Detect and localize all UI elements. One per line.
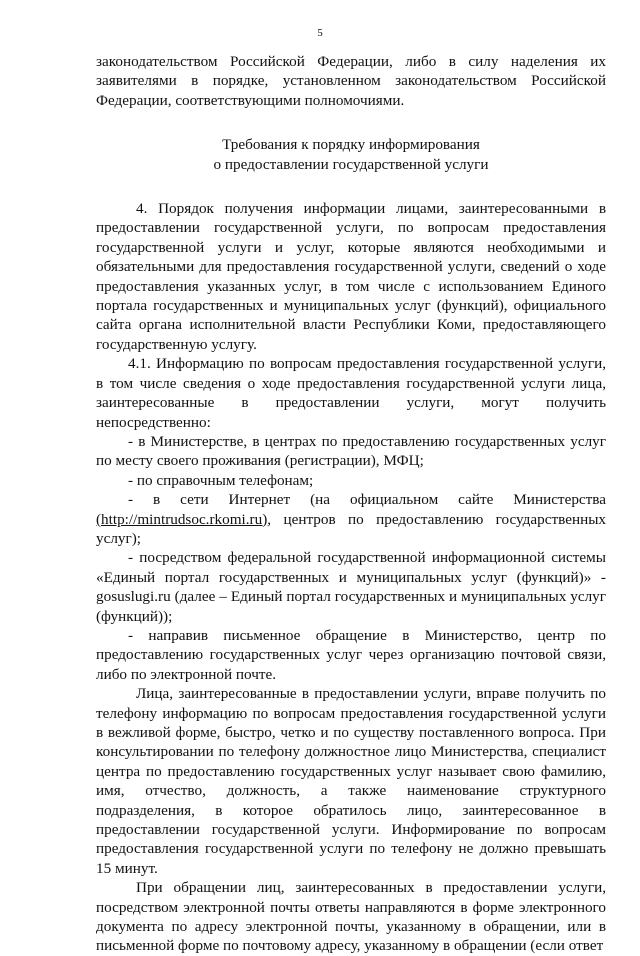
page-content <box>96 52 606 956</box>
list-item-internet-text-end: , центров по предоставлению государственных услуг); <box>96 510 606 547</box>
section-heading <box>96 135 606 174</box>
list-item-letter: - направив письменное обращение в Министерство, центр по предоставлению государственных услуг через организацию почтовой связи, либо по электронной почте. <box>96 626 606 683</box>
page-number: 5 <box>317 27 323 39</box>
paragraph-4: 4. Порядок получения информации лицами, заинтересованными в предоставлении государственной услуги, по вопросам предоставления государственной услуги и услуг, которые являются необходимыми и обязательными для предоставления государственной услуги, сведений о ходе предоставления указанных услуг, в том числе с использованием Единого портала государственных и муниципальных услуг (функций), официального сайта органа исполнительной власти Республики Коми, предоставляющего государственную услугу. <box>96 200 606 353</box>
paragraph-email-inquiry: При обращении лиц, заинтересованных в предоставлении услуги, посредством электронной почты ответы направляются в форме электронного документа по адресу электронной почты, указанному в обращении, или в письменной форме по почтовому адресу, указанному в обращении (если ответ <box>96 879 606 955</box>
intro-paragraph: законодательством Российской Федерации, либо в силу наделения их заявителями в порядке, установленном законодательством Российской Федерации, соответствующими полномочиями. <box>96 53 606 109</box>
list-item-phone: - по справочным телефонам; <box>128 471 314 489</box>
list-item-portal: - посредством федеральной государственной информационной системы «Единый портал государственных и муниципальных услуг (функций)» - gosuslugi.ru (далее – Единый портал государственных и муниципальных услуг (функций)); <box>96 549 606 625</box>
list-item-internet <box>96 490 606 548</box>
ministry-website-link[interactable]: (http://mintrudsoc.rkomi.ru) <box>96 510 268 528</box>
list-item-ministry: - в Министерстве, в центрах по предоставлению государственных услуг по месту своего проживания (регистрации), МФЦ; <box>96 432 606 470</box>
paragraph-phone-consultation: Лица, заинтересованные в предоставлении услуги, вправе получить по телефону информацию по вопросам предоставления государственной услуги в вежливой форме, быстро, четко и по существу поставленного вопроса. При консультировании по телефону должностное лицо Министерства, специалист центра по предоставлению государственных услуг называет свою фамилию, имя, отчество, должность, а также наименование структурного подразделения, в которое обратилось лицо, заинтересованное в предоставлении государственной услуги. Информирование по вопросам предоставления государственной услуги по телефону не должно превышать 15 минут. <box>96 685 606 877</box>
list-item-internet-text: - в сети Интернет (на официальном сайте Министерства <box>128 491 606 509</box>
section-heading-line2: о предоставлении государственной услуги <box>213 155 489 173</box>
paragraph-4-1: 4.1. Информацию по вопросам предоставления государственной услуги, в том числе сведения о ходе предоставления государственной услуги лица, заинтересованные в предоставлении услуги, могут получить непосредственно: <box>96 355 606 431</box>
section-heading-line1: Требования к порядку информирования <box>222 136 480 154</box>
